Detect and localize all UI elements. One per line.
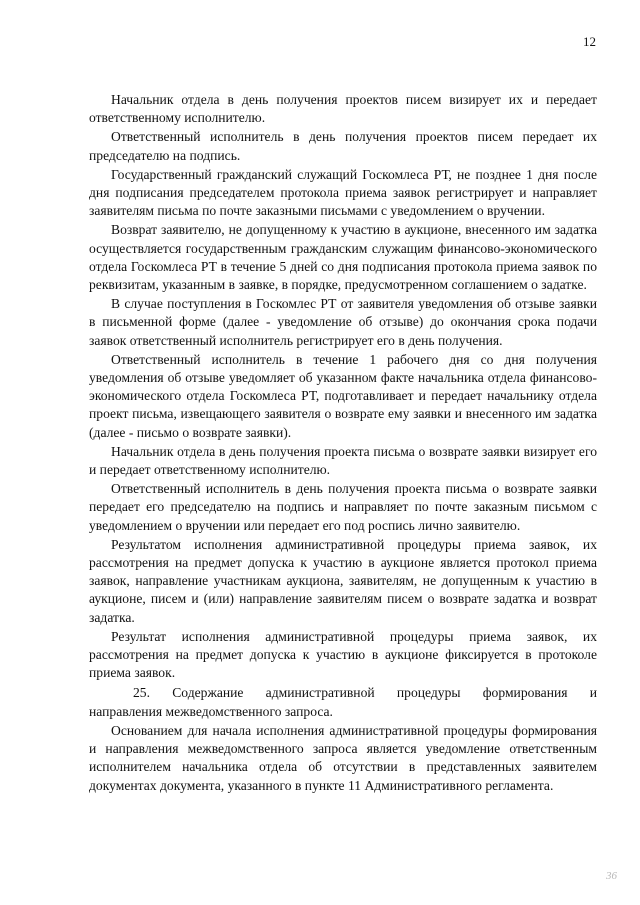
paragraph: Ответственный исполнитель в день получения проекта письма о возврате заявки передает его председателю на подпись и направляет по почте заказным письмом с уведомлением о вручении или передает его под роспись лично заявителю. bbox=[89, 481, 597, 533]
section-heading-continuation: направления межведомственного запроса. bbox=[89, 703, 333, 719]
section-heading-word: процедуры bbox=[396, 684, 461, 700]
paragraph: Результат исполнения административной процедуры приема заявок, их рассмотрения на предмет допуска к участию в аукционе фиксируется в протоколе приема заявок. bbox=[89, 628, 597, 681]
section-heading-word: и bbox=[589, 684, 597, 700]
section-body: Основанием для начала исполнения административной процедуры формирования и направления межведомственного запроса является уведомление ответственным исполнителем начальника отдела об отсутствии в представленных заявителем документах документа, указанного в пункте 11 Административного регламента. bbox=[89, 722, 597, 793]
section-number: 25. bbox=[133, 684, 150, 700]
section-heading-word: административной bbox=[265, 684, 375, 700]
document-body bbox=[89, 91, 597, 795]
paragraph: Ответственный исполнитель в течение 1 рабочего дня со дня получения уведомления об отзыве уведомляет об указанном факте начальника отдела финансово-экономического отдела Госкомлеса РТ, подготавливает и передает начальнику отдела проект письма, извещающего заявителя о возврате ему заявки и внесенного им задатка (далее - письмо о возврате заявки). bbox=[89, 351, 597, 440]
section-heading-word: формирования bbox=[482, 684, 568, 700]
paragraph: Начальник отдела в день получения проектов писем визирует их и передает ответственному исполнителю. bbox=[89, 92, 597, 126]
paragraph: Возврат заявителю, не допущенному к участию в аукционе, внесенного им задатка осуществляется государственным гражданским служащим финансово-экономического отдела Госкомлеса РТ в течение 5 дней со дня подписания протокола приема заявок по реквизитам, указанным в заявке, в порядке, предусмотренном соглашением о задатке. bbox=[89, 222, 597, 293]
paragraph: Начальник отдела в день получения проекта письма о возврате заявки визирует его и передает ответственному исполнителю. bbox=[89, 443, 597, 478]
corner-mark: 36 bbox=[606, 870, 617, 882]
section-heading-word: Содержание bbox=[172, 684, 244, 700]
paragraph: В случае поступления в Госкомлес РТ от заявителя уведомления об отзыве заявки в письменной форме (далее - уведомление об отзыве) до окончания срока подачи заявок ответственный исполнитель регистрирует его в день получения. bbox=[89, 296, 597, 348]
paragraph: Ответственный исполнитель в день получения проектов писем передает их председателю на подпись. bbox=[89, 129, 597, 163]
page-number: 12 bbox=[583, 34, 596, 49]
paragraph: Государственный гражданский служащий Госкомлеса РТ, не позднее 1 дня после дня подписания председателем протокола приема заявок регистрирует и направляет заявителям письма по почте заказными письмами с уведомлением о вручении. bbox=[89, 166, 597, 219]
section-heading bbox=[89, 684, 597, 702]
paragraph: Результатом исполнения административной процедуры приема заявок, их рассмотрения на предмет допуска к участию в аукционе является протокол приема заявок, направление участникам аукциона, заявителям, не допущенным к участию в аукционе, писем и (или) направление заявителям писем о возврате задатка и возврат задатка. bbox=[89, 536, 597, 625]
